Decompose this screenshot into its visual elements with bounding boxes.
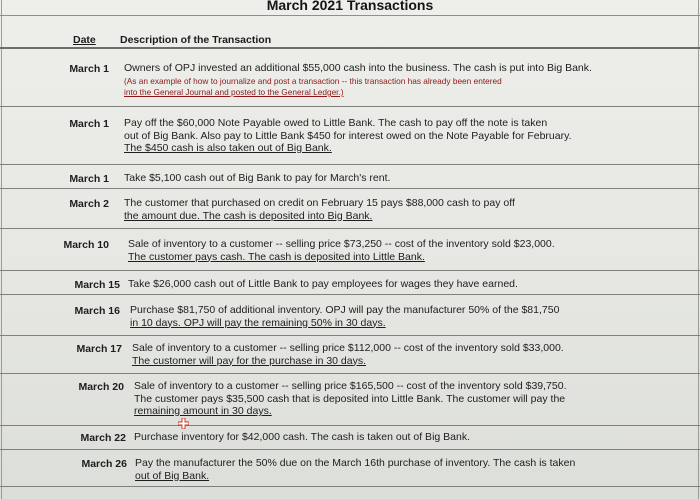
description-line: Take $5,100 cash out of Big Bank to pay for March's rent. [124,172,391,184]
transaction-date: March 16 [74,305,120,317]
row-divider [0,425,700,426]
description-line: remaining amount in 30 days. [134,405,272,417]
crosshair-cursor-icon [178,418,189,429]
transaction-date: March 2 [69,198,109,210]
transaction-description [124,172,684,185]
description-line: out of Big Bank. Also pay to Little Bank $450 for interest owed on the Note Payable for February. [124,129,572,142]
description-line: Purchase $81,750 of additional inventory. OPJ will pay the manufacturer 50% of the $81,750 [130,304,560,316]
row-divider [0,228,700,229]
page-title: March 2021 Transactions [266,0,434,13]
description-line: The customer pays $35,500 cash that is deposited into Little Bank. The customer will pay the [134,392,566,405]
header-divider [0,47,700,49]
description-line: Sale of inventory to a customer -- selling price $73,250 -- cost of the inventory sold $23,000. [128,238,555,250]
row-divider [0,188,700,189]
description-line: Owners of OPJ invested an additional $55,000 cash into the business. The cash is put into Big Bank. [124,62,592,74]
transaction-description [134,431,694,444]
transaction-date: March 1 [69,173,109,185]
transaction-description [124,197,684,222]
transaction-description [128,278,688,291]
row-divider [0,373,700,374]
transaction-description [130,304,690,329]
row-divider [0,335,700,336]
description-line: Take $26,000 cash out of Little Bank to pay employees for wages they have earned. [128,278,518,290]
transaction-date: March 22 [80,432,126,444]
description-line: Purchase inventory for $42,000 cash. The cash is taken out of Big Bank. [134,431,471,443]
title-bar [0,0,700,16]
transaction-date: March 1 [69,118,109,130]
row-divider [0,106,700,107]
description-line: Sale of inventory to a customer -- selling price $112,000 -- cost of the inventory sold $33,000. [132,342,564,354]
transaction-description [124,117,684,155]
transaction-date: March 17 [76,343,122,355]
row-divider [0,164,700,165]
transaction-date: March 20 [78,381,124,393]
description-line: the amount due. The cash is deposited into Big Bank. [124,209,373,222]
column-header-description: Description of the Transaction [120,34,272,46]
column-header-date: Date [73,34,96,46]
row-divider [0,270,700,271]
transaction-description [132,342,692,367]
transaction-date: March 15 [74,279,120,291]
description-line: Sale of inventory to a customer -- selling price $165,500 -- cost of the inventory sold $39,750. [134,380,567,392]
row-divider [0,449,700,450]
description-line: The customer will pay for the purchase in 30 days. [132,354,367,367]
example-note [124,76,664,98]
transaction-description [128,238,688,263]
description-line: The $450 cash is also taken out of Big Bank. [124,142,332,154]
description-line: The customer that purchased on credit on February 15 pays $88,000 cash to pay off [124,197,515,209]
transaction-description [134,380,694,418]
note-line: (As an example of how to journalize and post a transaction -- this transaction has already been entered [124,76,502,86]
description-line: Pay the manufacturer the 50% due on the March 16th purchase of inventory. The cash is taken [135,457,576,469]
description-line: in 10 days. OPJ will pay the remaining 50% in 30 days. [130,316,386,329]
transaction-date: March 1 [69,63,109,75]
description-line: The customer pays cash. The cash is deposited into Little Bank. [128,250,425,263]
transaction-description [135,457,695,482]
transaction-date: March 26 [81,458,127,470]
description-line: Pay off the $60,000 Note Payable owed to Little Bank. The cash to pay off the note is taken [124,117,548,129]
transaction-date: March 10 [63,239,109,251]
description-line: out of Big Bank. [135,469,210,482]
note-line: into the General Journal and posted to the General Ledger.) [124,87,344,97]
row-divider [0,486,700,487]
transaction-description [124,62,684,75]
row-divider [0,294,700,295]
